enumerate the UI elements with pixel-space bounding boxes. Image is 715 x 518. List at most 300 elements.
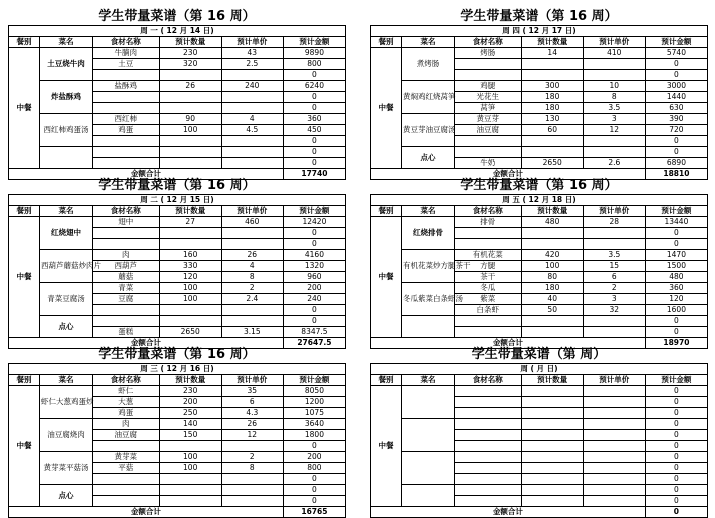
column-header: 预计数量	[521, 37, 583, 48]
table-cell: 3.5	[583, 103, 645, 114]
table-cell	[521, 463, 583, 474]
column-header: 食材名称	[92, 375, 159, 386]
column-header: 预计数量	[159, 37, 221, 48]
menu-table	[370, 25, 708, 180]
table-cell: 1075	[283, 408, 345, 419]
table-cell: 光花生	[454, 92, 521, 103]
column-header: 预计数量	[521, 375, 583, 386]
table-cell: 130	[521, 114, 583, 125]
dish-name: 冬瓜紫菜白条虾汤	[402, 283, 455, 316]
table-cell: 0	[645, 147, 707, 158]
table-cell: 鸡蛋	[92, 125, 159, 136]
table-cell: 0	[645, 239, 707, 250]
table-cell	[583, 496, 645, 507]
total-label: 金额合计	[371, 507, 646, 518]
table-cell: 0	[283, 485, 345, 496]
table-cell: 0	[283, 305, 345, 316]
table-cell	[583, 386, 645, 397]
dish-name: 有机花菜炒方腿茶干	[402, 250, 455, 283]
table-cell: 180	[521, 92, 583, 103]
dish-name: 虾仁大葱鸡蛋炒	[40, 386, 93, 419]
table-cell	[583, 474, 645, 485]
table-cell: 西红柿	[92, 114, 159, 125]
table-cell	[583, 327, 645, 338]
table-cell: 90	[159, 114, 221, 125]
table-row	[9, 147, 346, 158]
table-cell	[454, 147, 521, 158]
table-cell: 6	[221, 397, 283, 408]
table-cell: 油豆腐	[92, 430, 159, 441]
table-row	[371, 386, 708, 397]
table-cell: 8347.5	[283, 327, 345, 338]
table-cell	[92, 305, 159, 316]
meal-cell: 中餐	[371, 48, 402, 169]
table-cell: 方腿	[454, 261, 521, 272]
column-header: 餐别	[371, 375, 402, 386]
table-cell	[221, 474, 283, 485]
column-header: 预计金额	[645, 37, 707, 48]
column-header: 食材名称	[92, 206, 159, 217]
column-header: 预计单价	[583, 375, 645, 386]
menu-table	[8, 194, 346, 349]
table-cell: 紫菜	[454, 294, 521, 305]
table-cell: 鸡蛋	[92, 408, 159, 419]
table-row	[371, 147, 708, 158]
table-cell: 320	[159, 59, 221, 70]
table-cell: 14	[521, 48, 583, 59]
table-cell: 肉	[92, 250, 159, 261]
dish-name	[402, 419, 455, 452]
table-cell	[454, 419, 521, 430]
table-cell: 12	[221, 430, 283, 441]
table-cell	[159, 316, 221, 327]
table-cell	[92, 485, 159, 496]
panel-title: 学生带量菜谱（第 周）	[471, 347, 607, 362]
table-row	[9, 217, 346, 228]
table-cell: 330	[159, 261, 221, 272]
table-cell: 800	[283, 463, 345, 474]
panel-title: 学生带量菜谱（第 16 周）	[98, 178, 256, 193]
dish-name: 点心	[40, 316, 93, 338]
column-header-row	[371, 375, 708, 386]
table-cell: 0	[645, 485, 707, 496]
day-row	[371, 364, 708, 375]
dish-name: 黄焖鸡红烧莴笋	[402, 81, 455, 114]
table-cell: 0	[283, 474, 345, 485]
column-header: 预计单价	[221, 37, 283, 48]
table-cell	[159, 441, 221, 452]
table-cell	[521, 228, 583, 239]
dish-name: 点心	[40, 485, 93, 507]
table-cell: 240	[283, 294, 345, 305]
table-cell: 50	[521, 305, 583, 316]
total-label: 金额合计	[9, 169, 284, 180]
column-header: 食材名称	[92, 37, 159, 48]
table-cell: 1470	[645, 250, 707, 261]
table-row	[9, 114, 346, 125]
table-cell: 26	[221, 250, 283, 261]
dish-name: 红烧翅中	[40, 217, 93, 250]
column-header: 食材名称	[454, 206, 521, 217]
table-cell: 0	[645, 441, 707, 452]
table-cell	[92, 239, 159, 250]
table-cell	[221, 158, 283, 169]
table-cell: 0	[645, 474, 707, 485]
panel-title: 学生带量菜谱（第 16 周）	[460, 178, 618, 193]
column-header: 菜名	[402, 37, 455, 48]
table-cell: 0	[645, 463, 707, 474]
table-cell: 盐酥鸡	[92, 81, 159, 92]
table-cell: 2	[583, 283, 645, 294]
table-cell: 冬瓜	[454, 283, 521, 294]
dish-name: 油豆腐烧肉	[40, 419, 93, 452]
table-cell: 480	[645, 272, 707, 283]
table-cell	[92, 441, 159, 452]
table-cell: 0	[283, 496, 345, 507]
table-cell: 0	[283, 92, 345, 103]
table-cell	[454, 327, 521, 338]
table-cell: 360	[283, 114, 345, 125]
table-cell: 0	[645, 452, 707, 463]
total-row	[371, 507, 708, 518]
table-cell: 120	[159, 272, 221, 283]
table-cell	[521, 408, 583, 419]
table-cell	[221, 92, 283, 103]
table-cell: 2	[221, 283, 283, 294]
table-cell: 450	[283, 125, 345, 136]
table-cell: 牛腩肉	[92, 48, 159, 59]
table-cell: 8	[221, 463, 283, 474]
column-header: 食材名称	[454, 37, 521, 48]
table-cell	[583, 408, 645, 419]
column-header: 预计单价	[221, 206, 283, 217]
table-cell: 9890	[283, 48, 345, 59]
day-header: 周 三 ( 12 月 16 日)	[9, 364, 346, 375]
column-header: 预计金额	[645, 375, 707, 386]
table-cell: 2.6	[583, 158, 645, 169]
table-cell: 3.5	[583, 250, 645, 261]
table-cell: 13440	[645, 217, 707, 228]
table-cell: 6	[583, 272, 645, 283]
table-cell	[92, 496, 159, 507]
table-cell: 120	[645, 294, 707, 305]
table-cell	[521, 485, 583, 496]
column-header: 预计金额	[283, 375, 345, 386]
meal-cell: 中餐	[9, 48, 40, 169]
column-header-row	[9, 37, 346, 48]
table-cell: 肉	[92, 419, 159, 430]
column-header: 菜名	[402, 375, 455, 386]
table-cell	[159, 239, 221, 250]
table-cell: 4160	[283, 250, 345, 261]
column-header: 餐别	[371, 37, 402, 48]
table-cell	[454, 136, 521, 147]
table-cell: 4.3	[221, 408, 283, 419]
table-cell	[92, 474, 159, 485]
table-cell	[454, 441, 521, 452]
table-row	[371, 217, 708, 228]
meal-cell: 中餐	[9, 386, 40, 507]
table-cell	[521, 239, 583, 250]
table-cell	[583, 463, 645, 474]
dish-name	[40, 147, 93, 169]
table-cell: 8050	[283, 386, 345, 397]
table-cell: 460	[221, 217, 283, 228]
table-cell	[454, 496, 521, 507]
table-cell: 白条虾	[454, 305, 521, 316]
menu-table	[8, 25, 346, 180]
table-cell: 800	[283, 59, 345, 70]
table-cell	[583, 147, 645, 158]
table-cell: 0	[645, 430, 707, 441]
table-cell: 5740	[645, 48, 707, 59]
table-cell: 630	[645, 103, 707, 114]
table-cell: 410	[583, 48, 645, 59]
table-cell	[583, 485, 645, 496]
total-amount: 18810	[645, 169, 707, 180]
table-cell: 虾仁	[92, 386, 159, 397]
table-cell: 蘑菇	[92, 272, 159, 283]
table-cell	[521, 474, 583, 485]
table-cell: 6890	[645, 158, 707, 169]
table-cell: 35	[221, 386, 283, 397]
table-cell: 青菜	[92, 283, 159, 294]
table-cell	[221, 441, 283, 452]
table-cell	[454, 316, 521, 327]
table-cell	[521, 327, 583, 338]
table-cell: 1320	[283, 261, 345, 272]
table-cell	[454, 474, 521, 485]
dish-name: 炸盐酥鸡	[40, 81, 93, 114]
table-row	[9, 316, 346, 327]
menu-panel	[370, 8, 708, 180]
table-cell: 200	[159, 397, 221, 408]
table-cell: 3.15	[221, 327, 283, 338]
table-cell: 排骨	[454, 217, 521, 228]
table-row	[9, 81, 346, 92]
table-cell: 12420	[283, 217, 345, 228]
table-cell: 0	[283, 441, 345, 452]
dish-name: 西葫芦蘑菇炒肉片	[40, 250, 93, 283]
table-cell: 100	[159, 463, 221, 474]
table-cell: 3	[583, 294, 645, 305]
table-cell: 莴笋	[454, 103, 521, 114]
table-cell: 180	[521, 103, 583, 114]
table-cell: 1500	[645, 261, 707, 272]
table-cell	[159, 305, 221, 316]
table-cell: 80	[521, 272, 583, 283]
table-cell: 0	[645, 228, 707, 239]
table-cell	[92, 70, 159, 81]
panel-title: 学生带量菜谱（第 16 周）	[460, 9, 618, 24]
total-amount: 16765	[283, 507, 345, 518]
column-header: 餐别	[9, 206, 40, 217]
dish-name	[402, 485, 455, 507]
table-cell: 翅中	[92, 217, 159, 228]
column-header: 预计金额	[283, 37, 345, 48]
table-cell: 32	[583, 305, 645, 316]
table-row	[9, 283, 346, 294]
table-cell: 180	[521, 283, 583, 294]
total-row	[9, 507, 346, 518]
table-cell	[583, 59, 645, 70]
table-cell	[221, 316, 283, 327]
table-cell: 0	[645, 408, 707, 419]
table-cell	[92, 158, 159, 169]
table-cell	[521, 496, 583, 507]
day-header: 周 四 ( 12 月 17 日)	[371, 26, 708, 37]
table-cell: 100	[159, 125, 221, 136]
day-row	[371, 26, 708, 37]
table-cell	[159, 103, 221, 114]
table-cell: 240	[221, 81, 283, 92]
menu-panel	[370, 177, 708, 349]
table-cell: 牛奶	[454, 158, 521, 169]
column-header: 菜名	[40, 375, 93, 386]
table-cell	[521, 430, 583, 441]
table-cell: 0	[283, 239, 345, 250]
table-cell: 390	[645, 114, 707, 125]
table-cell: 8	[221, 272, 283, 283]
table-cell	[583, 452, 645, 463]
table-row	[371, 250, 708, 261]
table-cell	[221, 485, 283, 496]
table-cell	[454, 70, 521, 81]
table-cell	[221, 239, 283, 250]
table-cell: 2.5	[221, 59, 283, 70]
meal-cell: 中餐	[371, 386, 402, 507]
table-cell: 6240	[283, 81, 345, 92]
table-cell: 2650	[521, 158, 583, 169]
column-header-row	[9, 206, 346, 217]
table-cell: 200	[283, 452, 345, 463]
table-cell	[92, 147, 159, 158]
table-cell	[221, 496, 283, 507]
table-cell: 1440	[645, 92, 707, 103]
menu-table	[8, 363, 346, 518]
table-cell: 0	[645, 70, 707, 81]
table-cell	[159, 136, 221, 147]
day-row	[9, 195, 346, 206]
table-cell	[521, 147, 583, 158]
table-cell	[159, 147, 221, 158]
dish-name	[402, 452, 455, 485]
table-row	[371, 81, 708, 92]
table-cell: 黄芽菜	[92, 452, 159, 463]
table-cell	[521, 316, 583, 327]
table-cell	[92, 228, 159, 239]
table-cell	[454, 430, 521, 441]
dish-name: 点心	[402, 147, 455, 169]
table-cell	[521, 386, 583, 397]
table-cell	[521, 397, 583, 408]
day-header: 周 二 ( 12 月 15 日)	[9, 195, 346, 206]
day-row	[9, 364, 346, 375]
total-label: 金额合计	[371, 169, 646, 180]
table-cell	[583, 239, 645, 250]
table-cell: 27	[159, 217, 221, 228]
column-header: 预计数量	[521, 206, 583, 217]
menu-panel	[8, 8, 346, 180]
table-cell: 0	[283, 228, 345, 239]
table-row	[371, 419, 708, 430]
table-cell: 0	[645, 316, 707, 327]
table-cell: 100	[159, 452, 221, 463]
table-cell	[583, 419, 645, 430]
menu-table	[370, 363, 708, 518]
table-row	[9, 419, 346, 430]
table-cell: 1800	[283, 430, 345, 441]
table-row	[9, 452, 346, 463]
menu-panel	[8, 346, 346, 518]
day-row	[9, 26, 346, 37]
table-cell: 有机花菜	[454, 250, 521, 261]
column-header: 餐别	[9, 37, 40, 48]
table-cell: 豆腐	[92, 294, 159, 305]
table-row	[371, 485, 708, 496]
table-cell	[454, 452, 521, 463]
table-cell: 250	[159, 408, 221, 419]
total-amount: 18970	[645, 338, 707, 349]
table-cell	[159, 485, 221, 496]
table-cell	[521, 452, 583, 463]
table-cell: 230	[159, 48, 221, 59]
table-cell: 1200	[283, 397, 345, 408]
dish-name	[402, 316, 455, 338]
table-cell: 黄豆芽	[454, 114, 521, 125]
table-cell	[159, 496, 221, 507]
table-cell: 平菇	[92, 463, 159, 474]
dish-name: 煮烤肠	[402, 48, 455, 81]
meal-cell: 中餐	[9, 217, 40, 338]
table-cell: 烤肠	[454, 48, 521, 59]
table-cell	[583, 70, 645, 81]
table-cell: 0	[645, 136, 707, 147]
column-header: 预计单价	[583, 206, 645, 217]
column-header-row	[371, 206, 708, 217]
table-cell: 100	[521, 261, 583, 272]
table-cell: 960	[283, 272, 345, 283]
table-cell: 0	[283, 158, 345, 169]
table-row	[371, 48, 708, 59]
total-amount: 0	[645, 507, 707, 518]
table-row	[9, 48, 346, 59]
table-cell: 0	[645, 386, 707, 397]
table-cell: 60	[521, 125, 583, 136]
table-row	[371, 114, 708, 125]
table-cell	[454, 397, 521, 408]
table-cell	[221, 70, 283, 81]
table-cell: 0	[283, 70, 345, 81]
table-cell	[454, 228, 521, 239]
table-cell: 1600	[645, 305, 707, 316]
table-cell: 360	[645, 283, 707, 294]
table-cell: 0	[283, 136, 345, 147]
table-cell	[583, 430, 645, 441]
table-cell: 10	[583, 81, 645, 92]
table-cell	[521, 59, 583, 70]
table-cell: 200	[283, 283, 345, 294]
table-cell: 8	[583, 92, 645, 103]
table-cell: 480	[521, 217, 583, 228]
table-row	[371, 452, 708, 463]
table-cell	[221, 147, 283, 158]
table-cell	[454, 463, 521, 474]
column-header: 预计单价	[221, 375, 283, 386]
table-cell	[92, 316, 159, 327]
table-cell: 茶干	[454, 272, 521, 283]
table-cell: 0	[645, 496, 707, 507]
